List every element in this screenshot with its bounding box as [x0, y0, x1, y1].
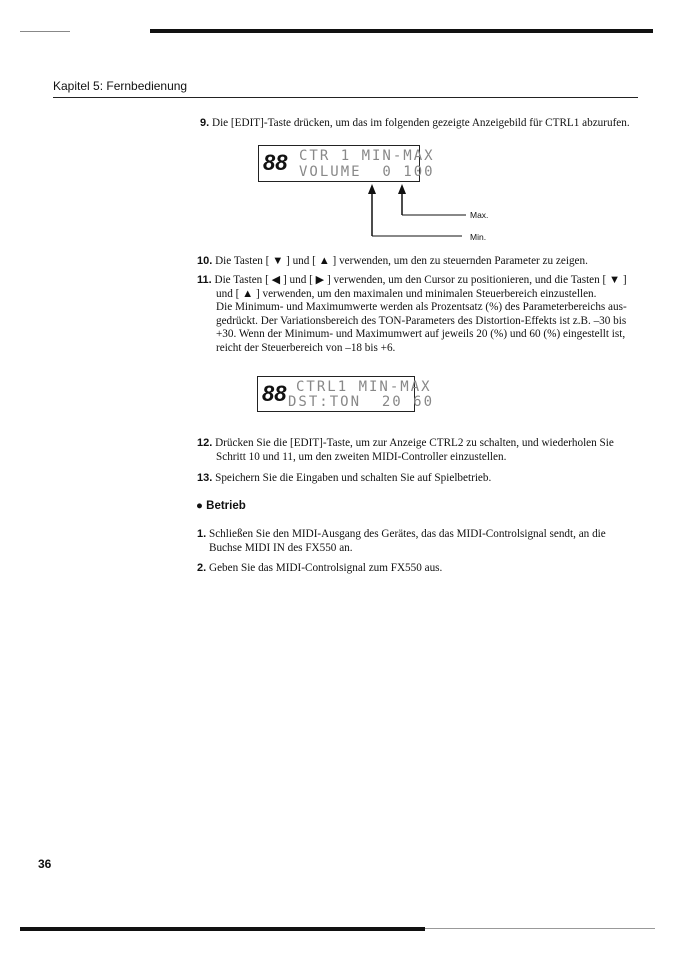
top-rule [150, 29, 653, 33]
step-13 [197, 472, 642, 486]
step-line: reicht der Steuerbereich von –18 bis +6. [216, 341, 396, 354]
step-text: Die [EDIT]-Taste drücken, um das im folgenden gezeigte Anzeigebild für CTRL1 abzurufen. [211, 117, 630, 129]
step-number: 13. [197, 472, 213, 484]
step-line: und [ ▲ ] verwenden, um den maximalen und minimalen Steuerbereich einzustellen. [216, 287, 597, 300]
header-rule [53, 97, 638, 98]
step-12 [197, 437, 642, 464]
step-number: 9. [200, 117, 210, 129]
min-label: Min. [470, 232, 487, 242]
step-number: 10. [197, 255, 213, 267]
lcd-line-2: DST:TON 20 60 [288, 394, 435, 410]
lcd-digits: 88 [262, 381, 287, 406]
step-number: 2. [197, 562, 207, 574]
bullet-icon: ● [196, 500, 203, 512]
lcd-display-ctrl1 [258, 145, 435, 182]
lcd-display-ctrl1-distortion [257, 376, 435, 412]
bottom-rule [20, 927, 425, 931]
step-line: gedrückt. Der Variationsbereich des TON-Parameters des Distortion-Effekts ist z.B. –30 bis [216, 314, 627, 327]
step-number: 11. [197, 274, 212, 286]
step-10 [197, 255, 642, 269]
step-line: Schritt 10 und 11, um den zweiten MIDI-Controller einzustellen. [216, 450, 507, 463]
step-line: Buchse MIDI IN des FX550 an. [209, 541, 353, 554]
betrieb-step-2 [197, 562, 642, 576]
bottom-rule-thin [425, 928, 655, 929]
step-text: Die Tasten [ ▼ ] und [ ▲ ] verwenden, um den zu steuernden Parameter zu zeigen. [215, 255, 588, 267]
min-arrow-icon [368, 184, 376, 194]
max-label: Max. [470, 210, 489, 220]
step-number: 12. [197, 437, 213, 449]
betrieb-step-1 [197, 528, 642, 555]
lcd-line-1: CTRL1 MIN-MAX [296, 379, 432, 395]
step-line: Die Tasten [ ◀ ] und [ ▶ ] verwenden, um den Cursor zu positionieren, und die Tasten [ ▼ ] [214, 274, 627, 286]
step-11 [197, 274, 642, 356]
step-text: Speichern Sie die Eingaben und schalten Sie auf Spielbetrieb. [215, 472, 492, 484]
lcd-line-2: VOLUME 0 100 [299, 164, 435, 180]
step-number: 1. [197, 528, 207, 540]
step-line: +30. Wenn der Minimum- und Maximumwert auf jeweils 20 (%) und 60 (%) eingestellt ist, [216, 328, 626, 341]
page-number: 36 [38, 857, 52, 871]
max-arrow-icon [398, 184, 406, 194]
lcd-digits: 88 [263, 150, 288, 175]
step-9 [200, 117, 640, 131]
chapter-header: Kapitel 5: Fernbedienung [53, 79, 188, 93]
step-line: Drücken Sie die [EDIT]-Taste, um zur Anzeige CTRL2 zu schalten, und wiederholen Sie [215, 437, 614, 449]
top-rule-thin [20, 31, 70, 32]
section-heading-betrieb [196, 500, 246, 512]
step-line: Schließen Sie den MIDI-Ausgang des Gerätes, das das MIDI-Controlsignal sendt, an die [208, 528, 606, 540]
min-max-pointer-lines [360, 182, 470, 242]
step-text: Geben Sie das MIDI-Controlsignal zum FX550 aus. [208, 562, 443, 574]
section-title: Betrieb [206, 500, 246, 512]
lcd-line-1: CTR 1 MIN-MAX [299, 148, 435, 164]
step-line: Die Minimum- und Maximumwerte werden als Prozentsatz (%) des Parameterbereichs aus- [216, 301, 627, 314]
